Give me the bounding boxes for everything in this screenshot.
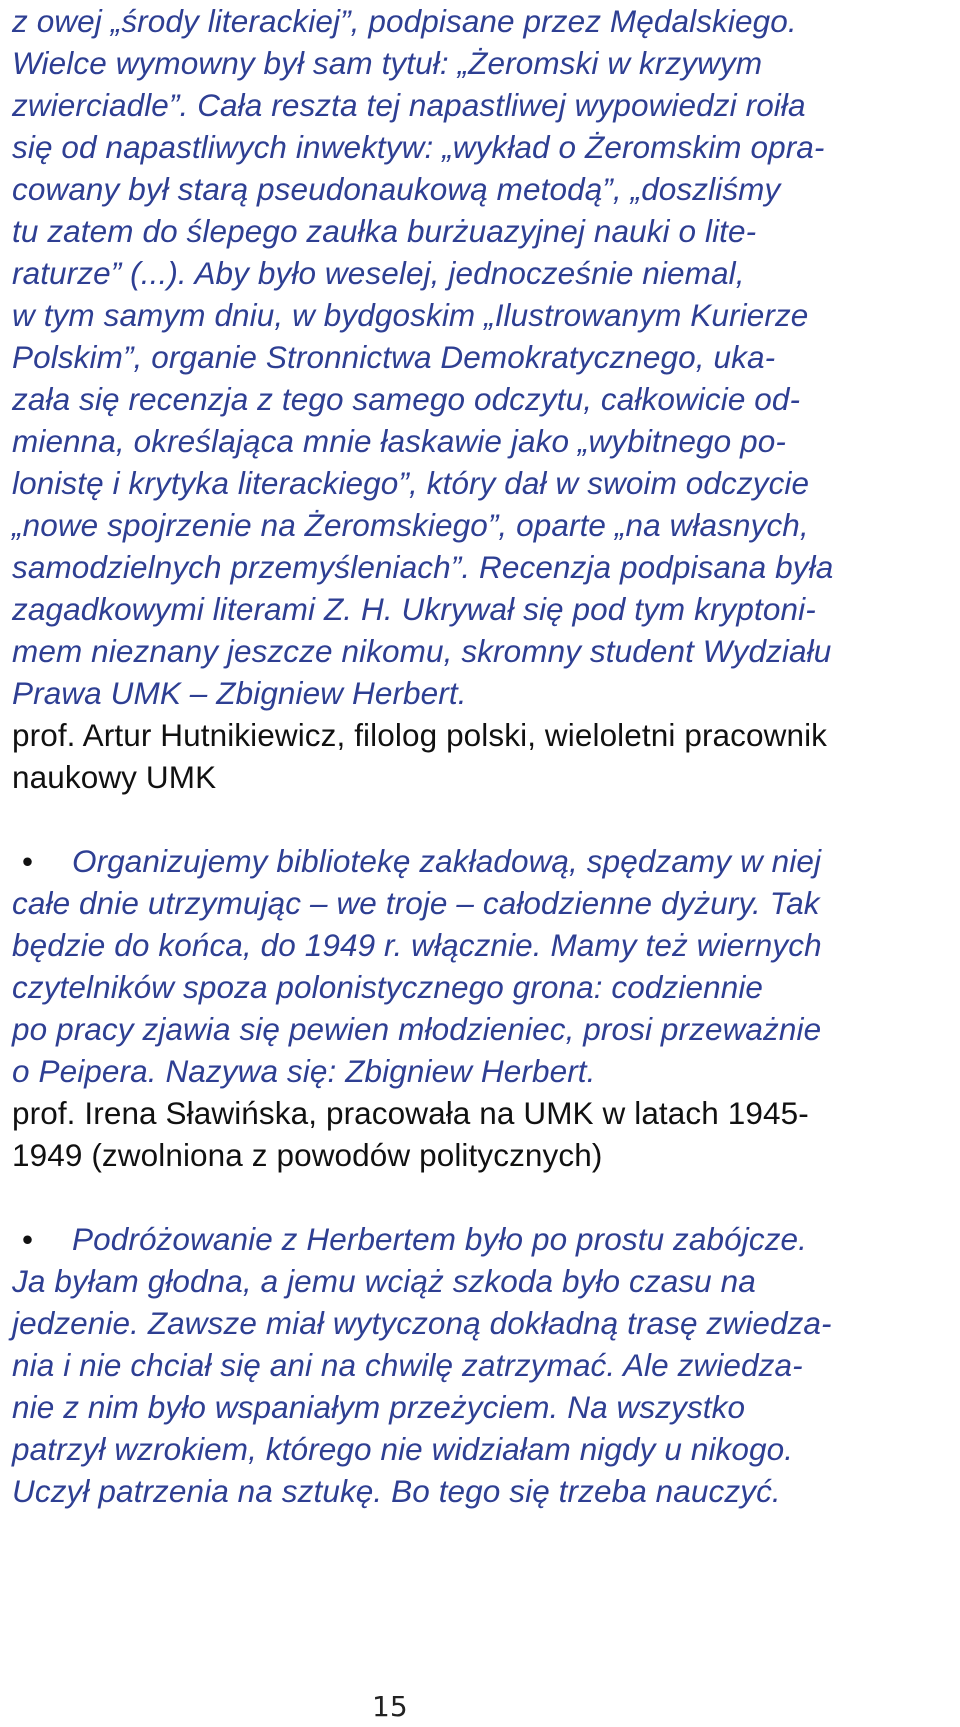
attribution-line: naukowy UMK xyxy=(12,759,217,795)
quote-line: Prawa UMK – Zbigniew Herbert. xyxy=(12,675,467,711)
quote-line: Polskim”, organie Stronnictwa Demokratycznego, uka- xyxy=(12,339,776,375)
quote-line: będzie do końca, do 1949 r. włącznie. Mamy też wiernych xyxy=(12,927,822,963)
quote-line: mem nieznany jeszcze nikomu, skromny student Wydziału xyxy=(12,633,832,669)
quote-line: Uczył patrzenia na sztukę. Bo tego się trzeba nauczyć. xyxy=(12,1473,781,1509)
quote-line: raturze” (...). Aby było weselej, jednocześnie niemal, xyxy=(12,255,745,291)
quote-line: w tym samym dniu, w bydgoskim „Ilustrowanym Kurierze xyxy=(12,297,809,333)
bullet-icon: • xyxy=(22,1221,34,1257)
quote-line: Wielce wymowny był sam tytuł: „Żeromski w krzywym xyxy=(12,45,763,81)
quote-line: zała się recenzja z tego samego odczytu, całkowicie od- xyxy=(12,381,801,417)
quote-line: Podróżowanie z Herbertem było po prostu zabójcze. xyxy=(72,1221,808,1257)
quote-line: Organizujemy bibliotekę zakładową, spędzamy w niej xyxy=(72,843,822,879)
quote-line: czytelników spoza polonistycznego grona: codziennie xyxy=(12,969,764,1005)
attribution-line: 1949 (zwolniona z powodów politycznych) xyxy=(12,1137,603,1173)
quote-line: samodzielnych przemyśleniach”. Recenzja podpisana była xyxy=(12,549,834,585)
attribution-line: prof. Artur Hutnikiewicz, filolog polski, wieloletni pracownik xyxy=(12,717,828,753)
quote-line: lonistę i krytyka literackiego”, który dał w swoim odczycie xyxy=(12,465,810,501)
quote-line: nie z nim było wspaniałym przeżyciem. Na wszystko xyxy=(12,1389,746,1425)
page-number: 15 xyxy=(372,1690,408,1723)
quote-line: nia i nie chciał się ani na chwilę zatrzymać. Ale zwiedza- xyxy=(12,1347,803,1383)
quote-line: cowany był starą pseudonaukową metodą”, „doszliśmy xyxy=(12,171,781,207)
quote-line: całe dnie utrzymując – we troje – całodzienne dyżury. Tak xyxy=(12,885,820,921)
quote-line: się od napastliwych inwektyw: „wykład o Żeromskim opra- xyxy=(12,129,825,165)
quote-line: zagadkowymi literami Z. H. Ukrywał się pod tym kryptoni- xyxy=(12,591,816,627)
bullet-icon: • xyxy=(22,843,34,879)
quote-line: mienna, określająca mnie łaskawie jako „wybitnego po- xyxy=(12,423,786,459)
quote-line: o Peipera. Nazywa się: Zbigniew Herbert. xyxy=(12,1053,596,1089)
quote-line: Ja byłam głodna, a jemu wciąż szkoda było czasu na xyxy=(12,1263,756,1299)
quote-line: tu zatem do ślepego zaułka burżuazyjnej nauki o lite- xyxy=(12,213,757,249)
attribution-line: prof. Irena Sławińska, pracowała na UMK w latach 1945- xyxy=(12,1095,809,1131)
quote-line: „nowe spojrzenie na Żeromskiego”, oparte „na własnych, xyxy=(12,507,809,543)
quote-line: po pracy zjawia się pewien młodzieniec, prosi przeważnie xyxy=(12,1011,822,1047)
quote-line: patrzył wzrokiem, którego nie widziałam nigdy u nikogo. xyxy=(12,1431,794,1467)
quote-line: zwierciadle”. Cała reszta tej napastliwej wypowiedzi roiła xyxy=(12,87,806,123)
quote-line: z owej „środy literackiej”, podpisane przez Mędalskiego. xyxy=(12,3,797,39)
quote-line: jedzenie. Zawsze miał wytyczoną dokładną trasę zwiedza- xyxy=(12,1305,832,1341)
